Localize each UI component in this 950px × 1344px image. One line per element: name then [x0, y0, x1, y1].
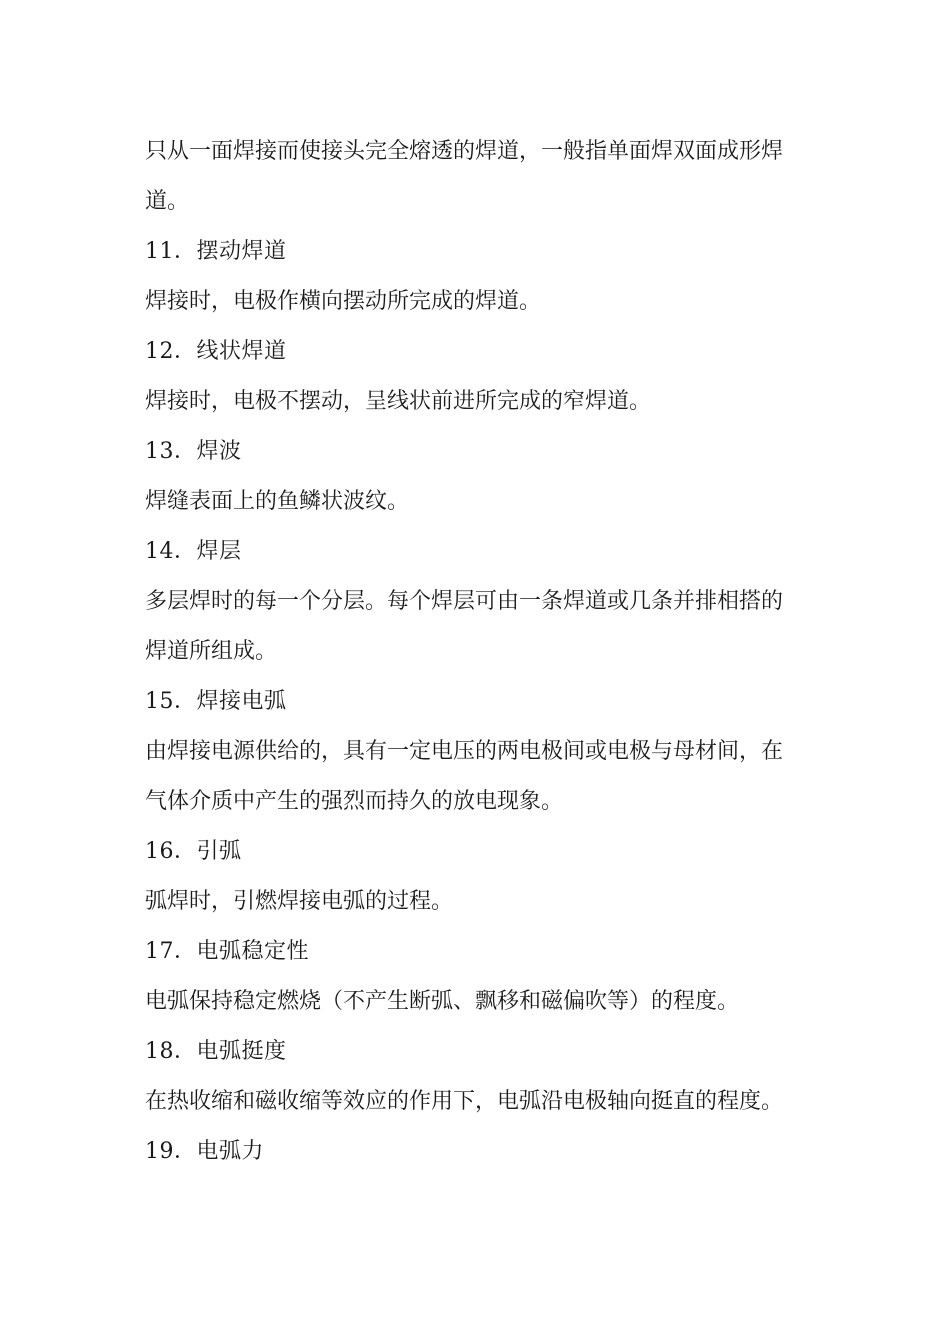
paragraph-line: 焊道所组成。 [145, 639, 278, 664]
term-heading: 15．焊接电弧 [145, 689, 287, 714]
paragraph-line: 焊缝表面上的鱼鳞状波纹。 [145, 489, 410, 514]
paragraph-line: 道。 [145, 189, 190, 214]
document-body [145, 127, 810, 1177]
paragraph-line: 在热收缩和磁收缩等效应的作用下，电弧沿电极轴向挺直的程度。 [145, 1089, 784, 1114]
term-heading: 13．焊波 [145, 439, 242, 464]
paragraph-line: 焊接时，电极不摆动，呈线状前进所完成的窄焊道。 [145, 389, 652, 414]
paragraph-line: 只从一面焊接而使接头完全熔透的焊道，一般指单面焊双面成形焊 [145, 139, 784, 164]
term-heading: 18．电弧挺度 [145, 1039, 287, 1064]
term-heading: 11．摆动焊道 [145, 239, 287, 264]
term-heading: 16．引弧 [145, 839, 242, 864]
paragraph-line: 焊接时，电极作横向摆动所完成的焊道。 [145, 289, 542, 314]
term-heading: 19．电弧力 [145, 1139, 264, 1164]
paragraph-line: 弧焊时，引燃焊接电弧的过程。 [145, 889, 454, 914]
term-heading: 14．焊层 [145, 539, 242, 564]
term-heading: 12．线状焊道 [145, 339, 287, 364]
term-heading: 17．电弧稳定性 [145, 939, 309, 964]
paragraph-line: 电弧保持稳定燃烧（不产生断弧、飘移和磁偏吹等）的程度。 [145, 989, 740, 1014]
paragraph-line: 气体介质中产生的强烈而持久的放电现象。 [145, 789, 564, 814]
paragraph-line: 由焊接电源供给的，具有一定电压的两电极间或电极与母材间，在 [145, 739, 784, 764]
paragraph-line: 多层焊时的每一个分层。每个焊层可由一条焊道或几条并排相搭的 [145, 589, 784, 614]
